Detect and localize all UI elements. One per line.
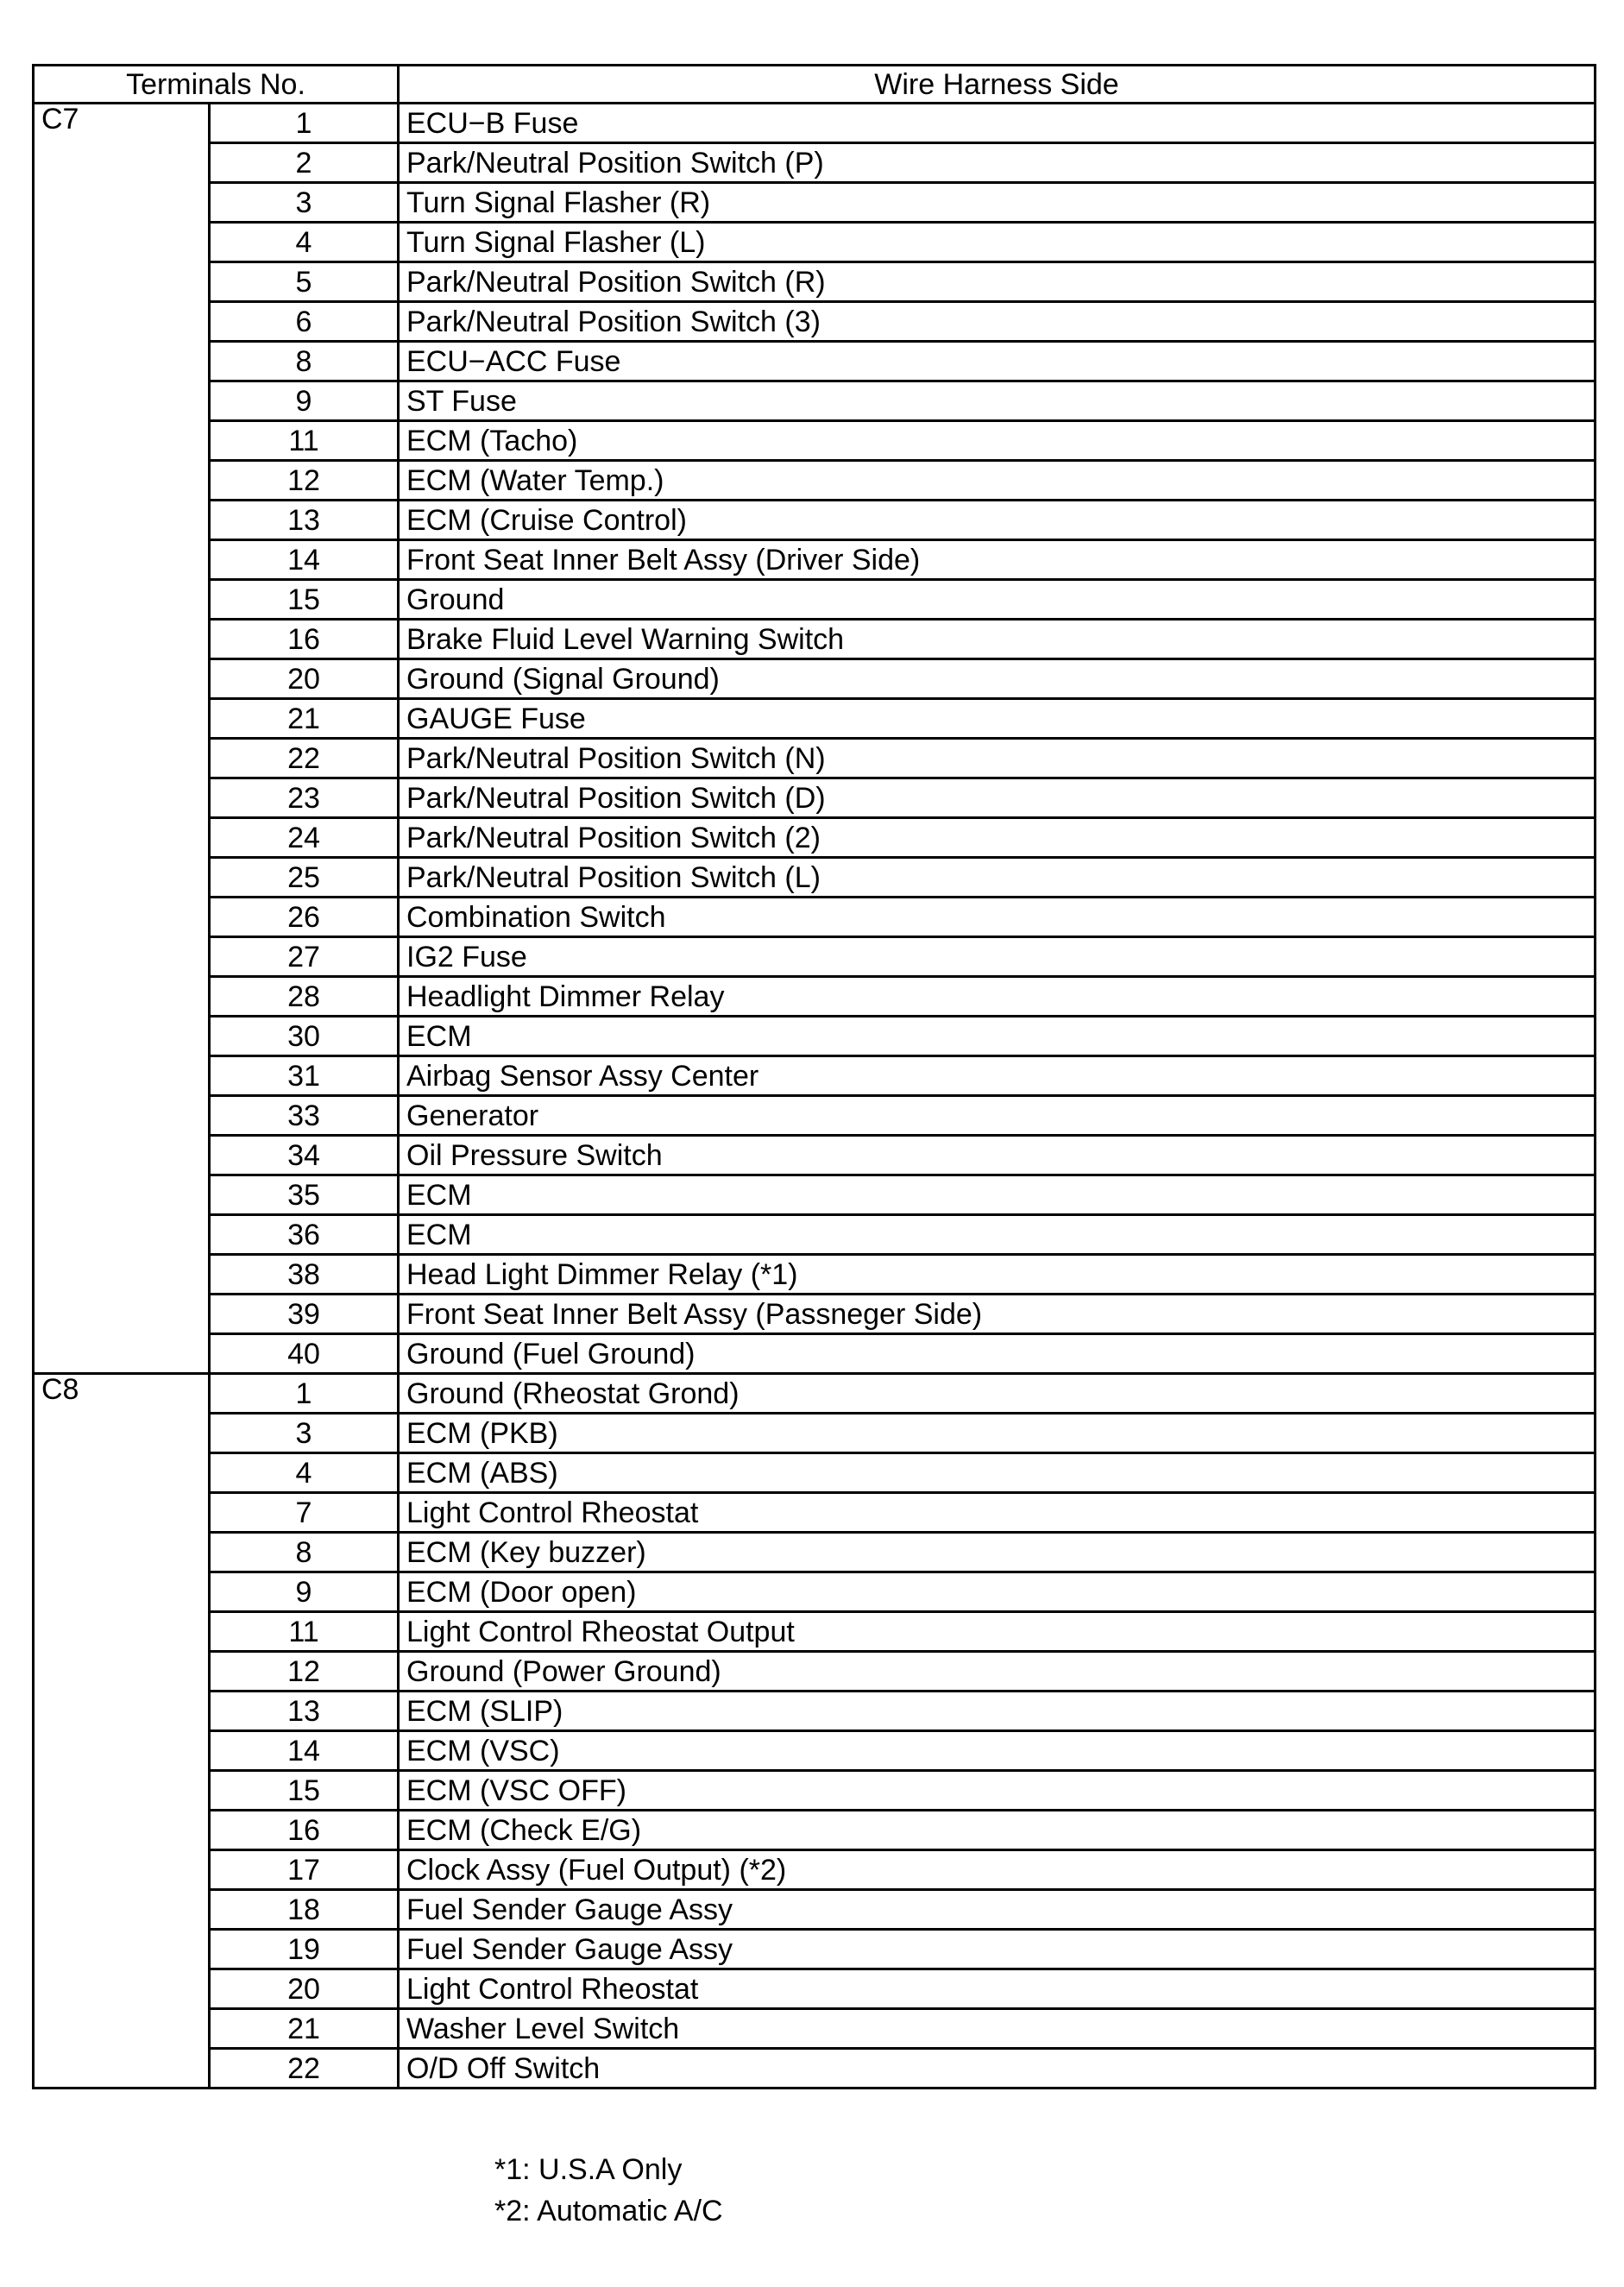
table-row	[34, 104, 1596, 143]
table-row	[34, 302, 1596, 342]
wire-harness-description: Airbag Sensor Assy Center	[399, 1056, 1596, 1096]
terminal-number: 18	[210, 1890, 399, 1930]
table-row	[34, 1295, 1596, 1334]
table-row	[34, 1136, 1596, 1175]
wire-harness-description: Park/Neutral Position Switch (P)	[399, 143, 1596, 183]
footnotes	[494, 2149, 723, 2232]
wire-harness-description: Ground (Signal Ground)	[399, 659, 1596, 699]
footnote: *2: Automatic A/C	[494, 2195, 723, 2227]
terminal-number: 21	[210, 699, 399, 739]
terminal-number: 3	[210, 183, 399, 223]
table-row	[34, 659, 1596, 699]
terminal-number: 9	[210, 1572, 399, 1612]
terminal-number: 14	[210, 1731, 399, 1771]
wire-harness-description: Park/Neutral Position Switch (N)	[399, 739, 1596, 778]
table-row	[34, 501, 1596, 540]
wire-harness-description: Light Control Rheostat Output	[399, 1612, 1596, 1652]
wire-harness-description: ECM	[399, 1017, 1596, 1056]
wire-harness-description: ECM (SLIP)	[399, 1692, 1596, 1731]
wire-harness-description: GAUGE Fuse	[399, 699, 1596, 739]
wire-harness-description: Fuel Sender Gauge Assy	[399, 1930, 1596, 1969]
table-row	[34, 2009, 1596, 2049]
wire-harness-description: Combination Switch	[399, 898, 1596, 937]
terminal-number: 12	[210, 461, 399, 501]
terminal-number: 36	[210, 1215, 399, 1255]
terminal-number: 17	[210, 1850, 399, 1890]
wire-harness-description: Park/Neutral Position Switch (R)	[399, 262, 1596, 302]
wire-harness-description: Ground (Power Ground)	[399, 1652, 1596, 1692]
terminal-number: 13	[210, 501, 399, 540]
table-row	[34, 1811, 1596, 1850]
wire-harness-description: ECM (VSC OFF)	[399, 1771, 1596, 1811]
table-row	[34, 1374, 1596, 1414]
table-row	[34, 540, 1596, 580]
wire-harness-description: ECM	[399, 1215, 1596, 1255]
terminal-number: 33	[210, 1096, 399, 1136]
table-row	[34, 2049, 1596, 2089]
table-row	[34, 977, 1596, 1017]
table-row	[34, 1215, 1596, 1255]
wire-harness-description: O/D Off Switch	[399, 2049, 1596, 2089]
table-body	[34, 104, 1596, 2089]
wire-harness-description: Park/Neutral Position Switch (2)	[399, 818, 1596, 858]
terminal-number: 9	[210, 381, 399, 421]
table-row	[34, 1890, 1596, 1930]
table-row	[34, 262, 1596, 302]
terminal-number: 12	[210, 1652, 399, 1692]
wire-harness-description: Headlight Dimmer Relay	[399, 977, 1596, 1017]
table-row	[34, 699, 1596, 739]
table-row	[34, 342, 1596, 381]
table-row	[34, 1533, 1596, 1572]
wire-harness-description: ECM (Tacho)	[399, 421, 1596, 461]
table-row	[34, 778, 1596, 818]
terminal-number: 11	[210, 421, 399, 461]
wire-harness-description: Fuel Sender Gauge Assy	[399, 1890, 1596, 1930]
wire-harness-description: ECM (ABS)	[399, 1453, 1596, 1493]
table-header	[34, 66, 1596, 104]
terminal-number: 34	[210, 1136, 399, 1175]
wire-harness-description: Brake Fluid Level Warning Switch	[399, 620, 1596, 659]
wire-harness-description: ECM (Key buzzer)	[399, 1533, 1596, 1572]
table-row	[34, 937, 1596, 977]
terminal-number: 38	[210, 1255, 399, 1295]
table-row	[34, 620, 1596, 659]
table-row	[34, 143, 1596, 183]
table-row	[34, 1096, 1596, 1136]
table-row	[34, 739, 1596, 778]
terminal-number: 24	[210, 818, 399, 858]
wire-harness-description: ST Fuse	[399, 381, 1596, 421]
terminal-number: 25	[210, 858, 399, 898]
table-row	[34, 421, 1596, 461]
wire-harness-description: ECM (Water Temp.)	[399, 461, 1596, 501]
wire-harness-description: Turn Signal Flasher (L)	[399, 223, 1596, 262]
terminal-number: 27	[210, 937, 399, 977]
table-row	[34, 1850, 1596, 1890]
terminal-number: 30	[210, 1017, 399, 1056]
table-row	[34, 818, 1596, 858]
terminal-number: 22	[210, 2049, 399, 2089]
wire-harness-description: Ground (Fuel Ground)	[399, 1334, 1596, 1374]
footnote: *1: U.S.A Only	[494, 2153, 683, 2186]
terminal-number: 6	[210, 302, 399, 342]
wire-harness-description: Generator	[399, 1096, 1596, 1136]
table-row	[34, 580, 1596, 620]
terminal-number: 19	[210, 1930, 399, 1969]
terminals-no-header: Terminals No.	[34, 66, 399, 104]
wire-harness-description: Washer Level Switch	[399, 2009, 1596, 2049]
wire-harness-description: Head Light Dimmer Relay (*1)	[399, 1255, 1596, 1295]
table-row	[34, 1692, 1596, 1731]
terminal-number: 5	[210, 262, 399, 302]
table-row	[34, 1572, 1596, 1612]
wire-harness-description: ECU−B Fuse	[399, 104, 1596, 143]
table-row	[34, 223, 1596, 262]
table-row	[34, 381, 1596, 421]
wire-harness-description: ECM (Cruise Control)	[399, 501, 1596, 540]
terminal-number: 4	[210, 223, 399, 262]
terminal-number: 14	[210, 540, 399, 580]
wire-harness-description: Park/Neutral Position Switch (L)	[399, 858, 1596, 898]
wire-harness-description: Park/Neutral Position Switch (D)	[399, 778, 1596, 818]
table-row	[34, 1414, 1596, 1453]
table-row	[34, 461, 1596, 501]
terminal-number: 13	[210, 1692, 399, 1731]
terminal-number: 7	[210, 1493, 399, 1533]
terminal-number: 31	[210, 1056, 399, 1096]
terminal-number: 22	[210, 739, 399, 778]
terminal-number: 3	[210, 1414, 399, 1453]
wire-harness-description: Front Seat Inner Belt Assy (Driver Side)	[399, 540, 1596, 580]
table-row	[34, 1612, 1596, 1652]
wire-harness-description: Oil Pressure Switch	[399, 1136, 1596, 1175]
table-row	[34, 1175, 1596, 1215]
terminal-number: 1	[210, 104, 399, 143]
wire-harness-description: Ground (Rheostat Grond)	[399, 1374, 1596, 1414]
terminal-number: 21	[210, 2009, 399, 2049]
terminal-number: 20	[210, 1969, 399, 2009]
wire-harness-description: Light Control Rheostat	[399, 1493, 1596, 1533]
terminal-number: 4	[210, 1453, 399, 1493]
terminal-number: 26	[210, 898, 399, 937]
terminal-number: 15	[210, 580, 399, 620]
connector-name: C8	[34, 1374, 210, 2089]
table-row	[34, 898, 1596, 937]
wire-harness-description: Turn Signal Flasher (R)	[399, 183, 1596, 223]
terminal-number: 39	[210, 1295, 399, 1334]
terminal-number: 40	[210, 1334, 399, 1374]
table-row	[34, 1652, 1596, 1692]
connector-name: C7	[34, 104, 210, 1374]
terminal-number: 23	[210, 778, 399, 818]
table-row	[34, 1255, 1596, 1295]
table-row	[34, 1930, 1596, 1969]
wire-harness-description: Front Seat Inner Belt Assy (Passneger Side)	[399, 1295, 1596, 1334]
terminal-number: 16	[210, 620, 399, 659]
terminal-number: 35	[210, 1175, 399, 1215]
wire-harness-description: ECU−ACC Fuse	[399, 342, 1596, 381]
terminal-number: 16	[210, 1811, 399, 1850]
table-row	[34, 1453, 1596, 1493]
terminals-table	[32, 64, 1596, 2089]
wire-harness-description: ECM (PKB)	[399, 1414, 1596, 1453]
terminal-number: 28	[210, 977, 399, 1017]
terminal-number: 8	[210, 1533, 399, 1572]
terminal-number: 8	[210, 342, 399, 381]
wire-harness-description: Light Control Rheostat	[399, 1969, 1596, 2009]
table-row	[34, 1493, 1596, 1533]
terminal-number: 20	[210, 659, 399, 699]
table-row	[34, 858, 1596, 898]
wire-harness-side-header: Wire Harness Side	[399, 66, 1596, 104]
wire-harness-description: ECM (Check E/G)	[399, 1811, 1596, 1850]
header-row	[34, 66, 1596, 104]
wire-harness-description: ECM (VSC)	[399, 1731, 1596, 1771]
table-row	[34, 1056, 1596, 1096]
table-row	[34, 1969, 1596, 2009]
table-row	[34, 1334, 1596, 1374]
wire-harness-description: IG2 Fuse	[399, 937, 1596, 977]
terminal-number: 15	[210, 1771, 399, 1811]
terminal-number: 11	[210, 1612, 399, 1652]
wire-harness-description: Clock Assy (Fuel Output) (*2)	[399, 1850, 1596, 1890]
table-row	[34, 1731, 1596, 1771]
terminal-number: 1	[210, 1374, 399, 1414]
terminal-number: 2	[210, 143, 399, 183]
wire-harness-description: ECM (Door open)	[399, 1572, 1596, 1612]
wire-harness-description: ECM	[399, 1175, 1596, 1215]
table-row	[34, 1771, 1596, 1811]
table-row	[34, 1017, 1596, 1056]
wire-harness-description: Ground	[399, 580, 1596, 620]
wire-harness-description: Park/Neutral Position Switch (3)	[399, 302, 1596, 342]
table-row	[34, 183, 1596, 223]
